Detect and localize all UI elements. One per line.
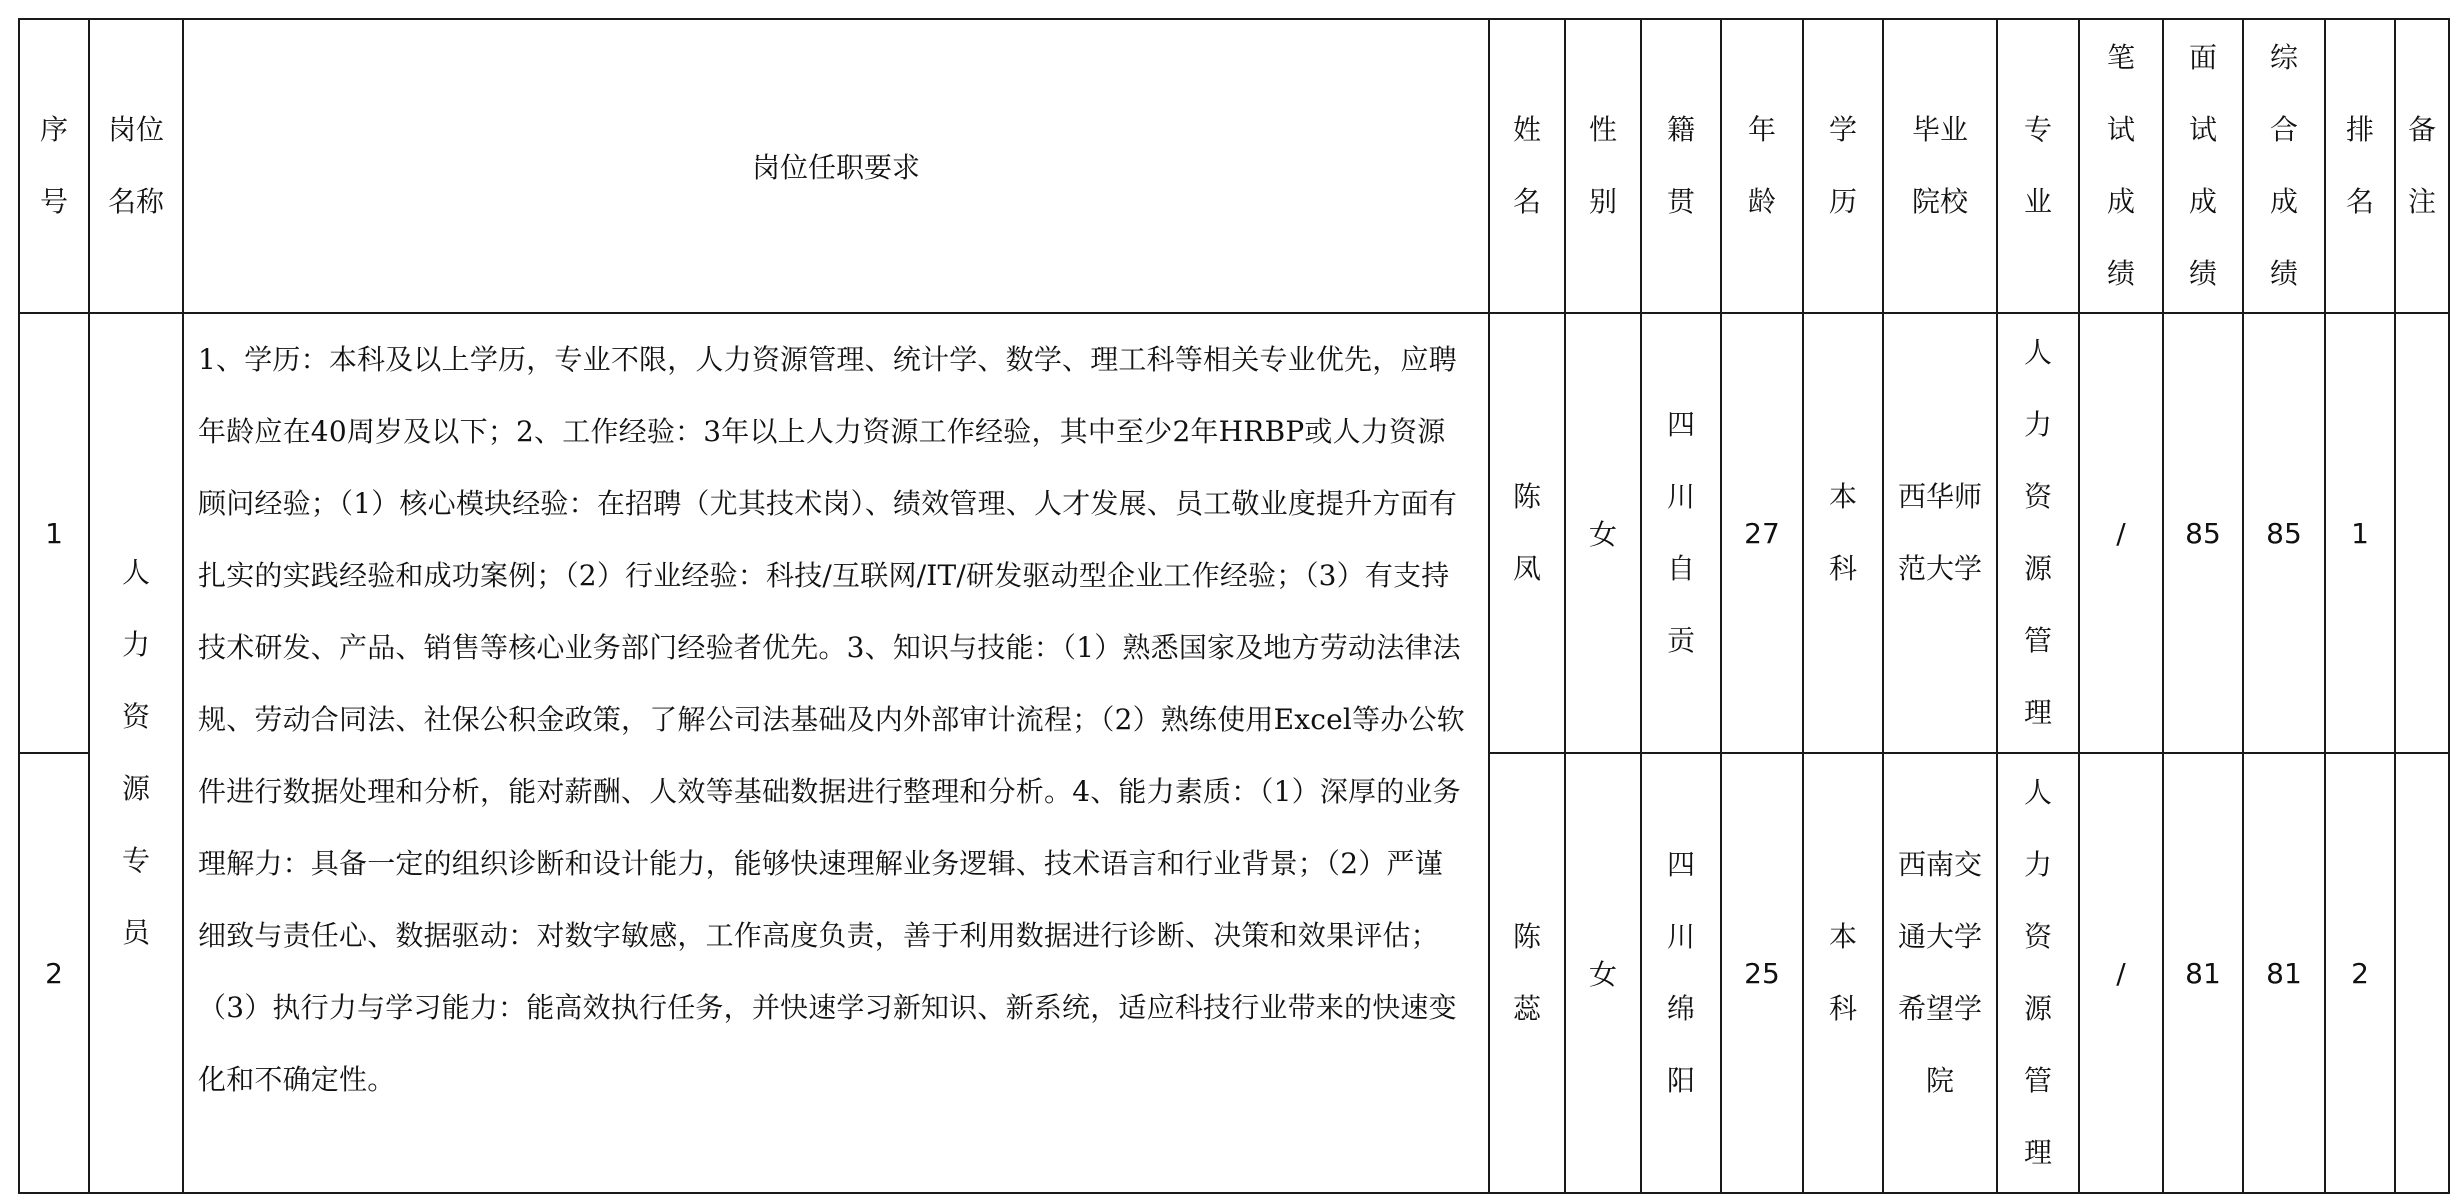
row-1-total-score: 85 (2243, 313, 2325, 753)
row-1-seq: 1 (19, 313, 89, 753)
row-2-remarks (2395, 753, 2449, 1193)
row-1-rank: 1 (2325, 313, 2395, 753)
row-2-seq: 2 (19, 753, 89, 1193)
position-name-cell: 人力资源专员 (89, 313, 183, 1193)
row-1-major: 人力资源管理 (1997, 313, 2079, 753)
row-1-origin: 四川自贡 (1641, 313, 1721, 753)
row-2-interview-score: 81 (2163, 753, 2243, 1193)
header-position: 岗位名称 (89, 19, 183, 313)
row-2-education: 本科 (1803, 753, 1883, 1193)
header-interview-score: 面试成绩 (2163, 19, 2243, 313)
row-2-gender: 女 (1565, 753, 1641, 1193)
header-rank: 排名 (2325, 19, 2395, 313)
row-2-total-score: 81 (2243, 753, 2325, 1193)
row-2-name: 陈蕊 (1489, 753, 1565, 1193)
header-school: 毕业院校 (1883, 19, 1997, 313)
header-education: 学历 (1803, 19, 1883, 313)
row-1-written-score: / (2079, 313, 2163, 753)
header-remarks: 备注 (2395, 19, 2449, 313)
row-1-education: 本科 (1803, 313, 1883, 753)
header-written-score: 笔试成绩 (2079, 19, 2163, 313)
candidate-results-table (18, 18, 2450, 1194)
row-2-major: 人力资源管理 (1997, 753, 2079, 1193)
requirements-cell: 1、学历：本科及以上学历，专业不限，人力资源管理、统计学、数学、理工科等相关专业优先，应聘年龄应在40周岁及以下；2、工作经验：3年以上人力资源工作经验，其中至少2年HRBP或人力资源顾问经验；（1）核心模块经验：在招聘（尤其技术岗）、绩效管理、人才发展、员工敬业度提升方面有扎实的实践经验和成功案例；（2）行业经验：科技/互联网/IT/研发驱动型企业工作经验；（3）有支持技术研发、产品、销售等核心业务部门经验者优先。3、知识与技能：（1）熟悉国家及地方劳动法律法规、劳动合同法、社保公积金政策，了解公司法基础及内外部审计流程；（2）熟练使用Excel等办公软件进行数据处理和分析，能对薪酬、人效等基础数据进行整理和分析。4、能力素质：（1）深厚的业务理解力：具备一定的组织诊断和设计能力，能够快速理解业务逻辑、技术语言和行业背景；（2）严谨细致与责任心、数据驱动：对数字敏感，工作高度负责，善于利用数据进行诊断、决策和效果评估；（3）执行力与学习能力：能高效执行任务，并快速学习新知识、新系统，适应科技行业带来的快速变化和不确定性。 (183, 313, 1489, 1193)
table-header-row (19, 19, 2449, 313)
header-origin: 籍贯 (1641, 19, 1721, 313)
row-1-school: 西华师范大学 (1883, 313, 1997, 753)
row-2-rank: 2 (2325, 753, 2395, 1193)
row-1-gender: 女 (1565, 313, 1641, 753)
row-1-name: 陈凤 (1489, 313, 1565, 753)
row-1-interview-score: 85 (2163, 313, 2243, 753)
header-major: 专业 (1997, 19, 2079, 313)
row-2-written-score: / (2079, 753, 2163, 1193)
header-gender: 性别 (1565, 19, 1641, 313)
row-2-age: 25 (1721, 753, 1803, 1193)
row-1-age: 27 (1721, 313, 1803, 753)
header-name: 姓名 (1489, 19, 1565, 313)
header-requirements: 岗位任职要求 (183, 19, 1489, 313)
header-total-score: 综合成绩 (2243, 19, 2325, 313)
row-1-remarks (2395, 313, 2449, 753)
table-row (19, 313, 2449, 753)
row-2-school: 西南交通大学希望学院 (1883, 753, 1997, 1193)
header-age: 年龄 (1721, 19, 1803, 313)
row-2-origin: 四川绵阳 (1641, 753, 1721, 1193)
header-seq: 序号 (19, 19, 89, 313)
